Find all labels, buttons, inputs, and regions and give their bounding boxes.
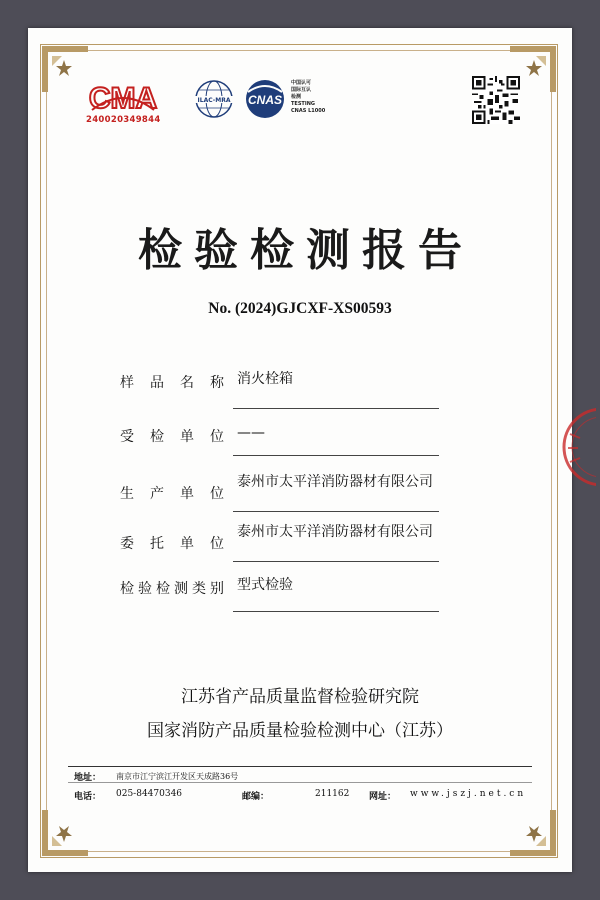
field-label: 受检单位	[120, 429, 224, 445]
ilac-globe-icon	[193, 78, 235, 120]
cnas-line: CNAS L1000	[291, 108, 326, 114]
website-value: www.jszj.net.cn	[410, 789, 527, 799]
corner-ornament-bottom-right	[510, 810, 556, 856]
qr-code	[472, 76, 520, 124]
cma-mark-icon	[88, 80, 158, 114]
report-title: 检验检测报告	[138, 225, 474, 276]
certificate-page	[28, 28, 572, 872]
field-underline	[233, 511, 439, 512]
cnas-accreditation-text	[291, 80, 341, 115]
ilac-mra-logo	[193, 78, 235, 124]
field-underline	[233, 408, 439, 409]
field-value: 型式检验	[237, 577, 293, 593]
cnas-mark-icon	[242, 78, 288, 120]
corner-ornament-top-left	[42, 46, 88, 92]
svg-text:ILAC-MRA: ILAC-MRA	[197, 97, 231, 104]
cnas-line: 检测	[291, 94, 302, 100]
website-label: 网址：	[369, 792, 397, 802]
cma-logo	[86, 80, 160, 125]
address-label: 地址：	[74, 773, 102, 783]
field-underline	[233, 455, 439, 456]
address-value: 南京市江宁滨江开发区天成路36号	[116, 772, 239, 781]
tel-value: 025-84470346	[116, 789, 183, 799]
cnas-line: 国际互认	[291, 87, 312, 93]
field-value: 泰州市太平洋消防器材有限公司	[237, 474, 433, 490]
field-underline	[233, 561, 439, 562]
svg-text:CMA: CMA	[88, 82, 158, 114]
red-seal-stamp	[562, 404, 596, 490]
field-value: 泰州市太平洋消防器材有限公司	[237, 524, 433, 540]
field-value: ——	[237, 425, 265, 441]
cnas-line: TESTING	[291, 101, 315, 107]
field-underline	[233, 611, 439, 612]
footer-divider	[68, 782, 532, 783]
organization-name-2: 国家消防产品质量检验检测中心（江苏）	[147, 721, 453, 741]
field-value: 消火栓箱	[237, 371, 293, 387]
organization-name-1: 江苏省产品质量监督检验研究院	[181, 687, 419, 707]
postcode-value: 211162	[315, 789, 350, 799]
cma-number: 240020349844	[86, 115, 161, 125]
corner-ornament-bottom-left	[42, 810, 88, 856]
report-number: No. (2024)GJCXF-XS00593	[208, 300, 392, 317]
cnas-line: 中国认可	[291, 80, 312, 86]
field-label: 样品名称	[120, 375, 224, 391]
field-label: 委托单位	[120, 536, 224, 552]
footer-divider	[68, 766, 532, 767]
postcode-label: 邮编：	[242, 792, 270, 802]
cnas-logo	[242, 78, 288, 124]
field-label: 生产单位	[120, 486, 224, 502]
svg-text:CNAS: CNAS	[247, 93, 283, 107]
tel-label: 电话：	[74, 792, 102, 802]
field-label: 检验检测类别	[120, 581, 224, 597]
